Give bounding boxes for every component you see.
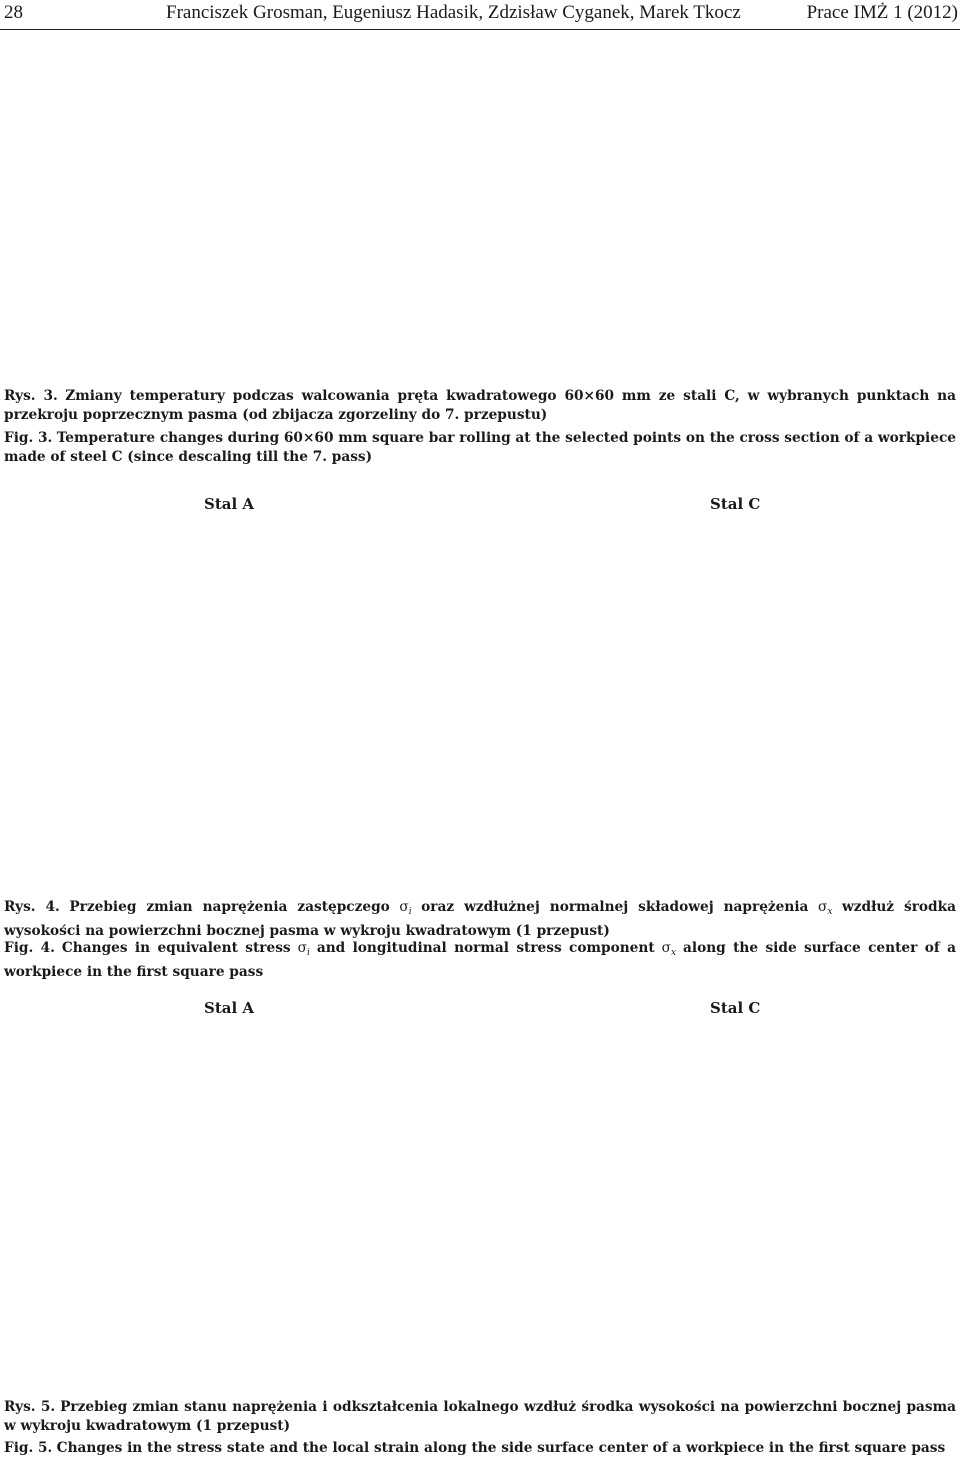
fig4-text-pl-1: Przebieg zmian naprężenia zastępczego <box>69 899 390 915</box>
fig4-label-pl: Rys. 4. <box>4 899 60 915</box>
fig4-text-en-2: and longitudinal normal stress component <box>316 940 655 956</box>
fig5-steel-a-title: Stal A <box>204 999 255 1017</box>
sigma-i-subscript: i <box>408 907 412 917</box>
page-number: 28 <box>4 2 23 23</box>
fig5-steel-c-title: Stal C <box>710 999 761 1017</box>
sigma-i-symbol: σ <box>297 940 307 956</box>
fig5-caption-pl <box>4 1398 956 1436</box>
sigma-x-symbol: σ <box>817 899 828 915</box>
sigma-i-subscript: i <box>306 948 310 958</box>
sigma-x-symbol: σ <box>661 940 671 956</box>
fig3-text-pl: Zmiany temperatury podczas walcowania pręta kwadratowego 60×60 mm ze stali C, w wybranych punktach na przekroju poprzecznym pasma (od zbijacza zgorzeliny do 7. przepustu) <box>4 388 956 423</box>
header-authors: Franciszek Grosman, Eugeniusz Hadasik, Zdzisław Cyganek, Marek Tkocz <box>166 2 741 23</box>
fig4-text-en-3: along the side surface center of a workpiece in the first square pass <box>4 940 956 980</box>
sigma-x-subscript: x <box>827 907 833 917</box>
fig4-text-pl-2: oraz wzdłużnej normalnej składowej naprężenia <box>421 899 809 915</box>
running-header <box>0 0 960 30</box>
sigma-x-subscript: x <box>670 948 677 958</box>
fig4-label-en: Fig. 4. <box>4 940 55 956</box>
fig4-steel-a-title: Stal A <box>204 495 255 513</box>
fig4-caption-pl <box>4 898 956 941</box>
header-journal: Prace IMŻ 1 (2012) <box>806 2 958 23</box>
fig3-caption-en <box>4 429 956 467</box>
fig5-label-en: Fig. 5. <box>4 1440 53 1456</box>
fig3-label-pl: Rys. 3. <box>4 388 58 404</box>
fig5-caption-en <box>4 1439 956 1458</box>
fig3-caption-pl <box>4 387 956 425</box>
fig4-steel-c-title: Stal C <box>710 495 761 513</box>
fig4-caption-en <box>4 939 956 982</box>
fig5-text-pl: Przebieg zmian stanu naprężenia i odkształcenia lokalnego wzdłuż środka wysokości na powierzchni bocznej pasma w wykroju kwadratowym (1 przepust) <box>4 1399 956 1434</box>
fig5-text-en: Changes in the stress state and the local strain along the side surface center of a workpiece in the first square pass <box>56 1440 946 1456</box>
fig5-label-pl: Rys. 5. <box>4 1399 56 1415</box>
fig4-text-pl-3: wzdłuż środka wysokości na powierzchni bocznej pasma w wykroju kwadratowym (1 przepust) <box>4 899 956 939</box>
fig3-label-en: Fig. 3. <box>4 430 53 446</box>
fig4-text-en-1: Changes in equivalent stress <box>61 940 291 956</box>
fig3-text-en: Temperature changes during 60×60 mm square bar rolling at the selected points on the cross section of a workpiece made of steel C (since descaling till the 7. pass) <box>4 430 956 465</box>
sigma-i-symbol: σ <box>399 899 409 915</box>
